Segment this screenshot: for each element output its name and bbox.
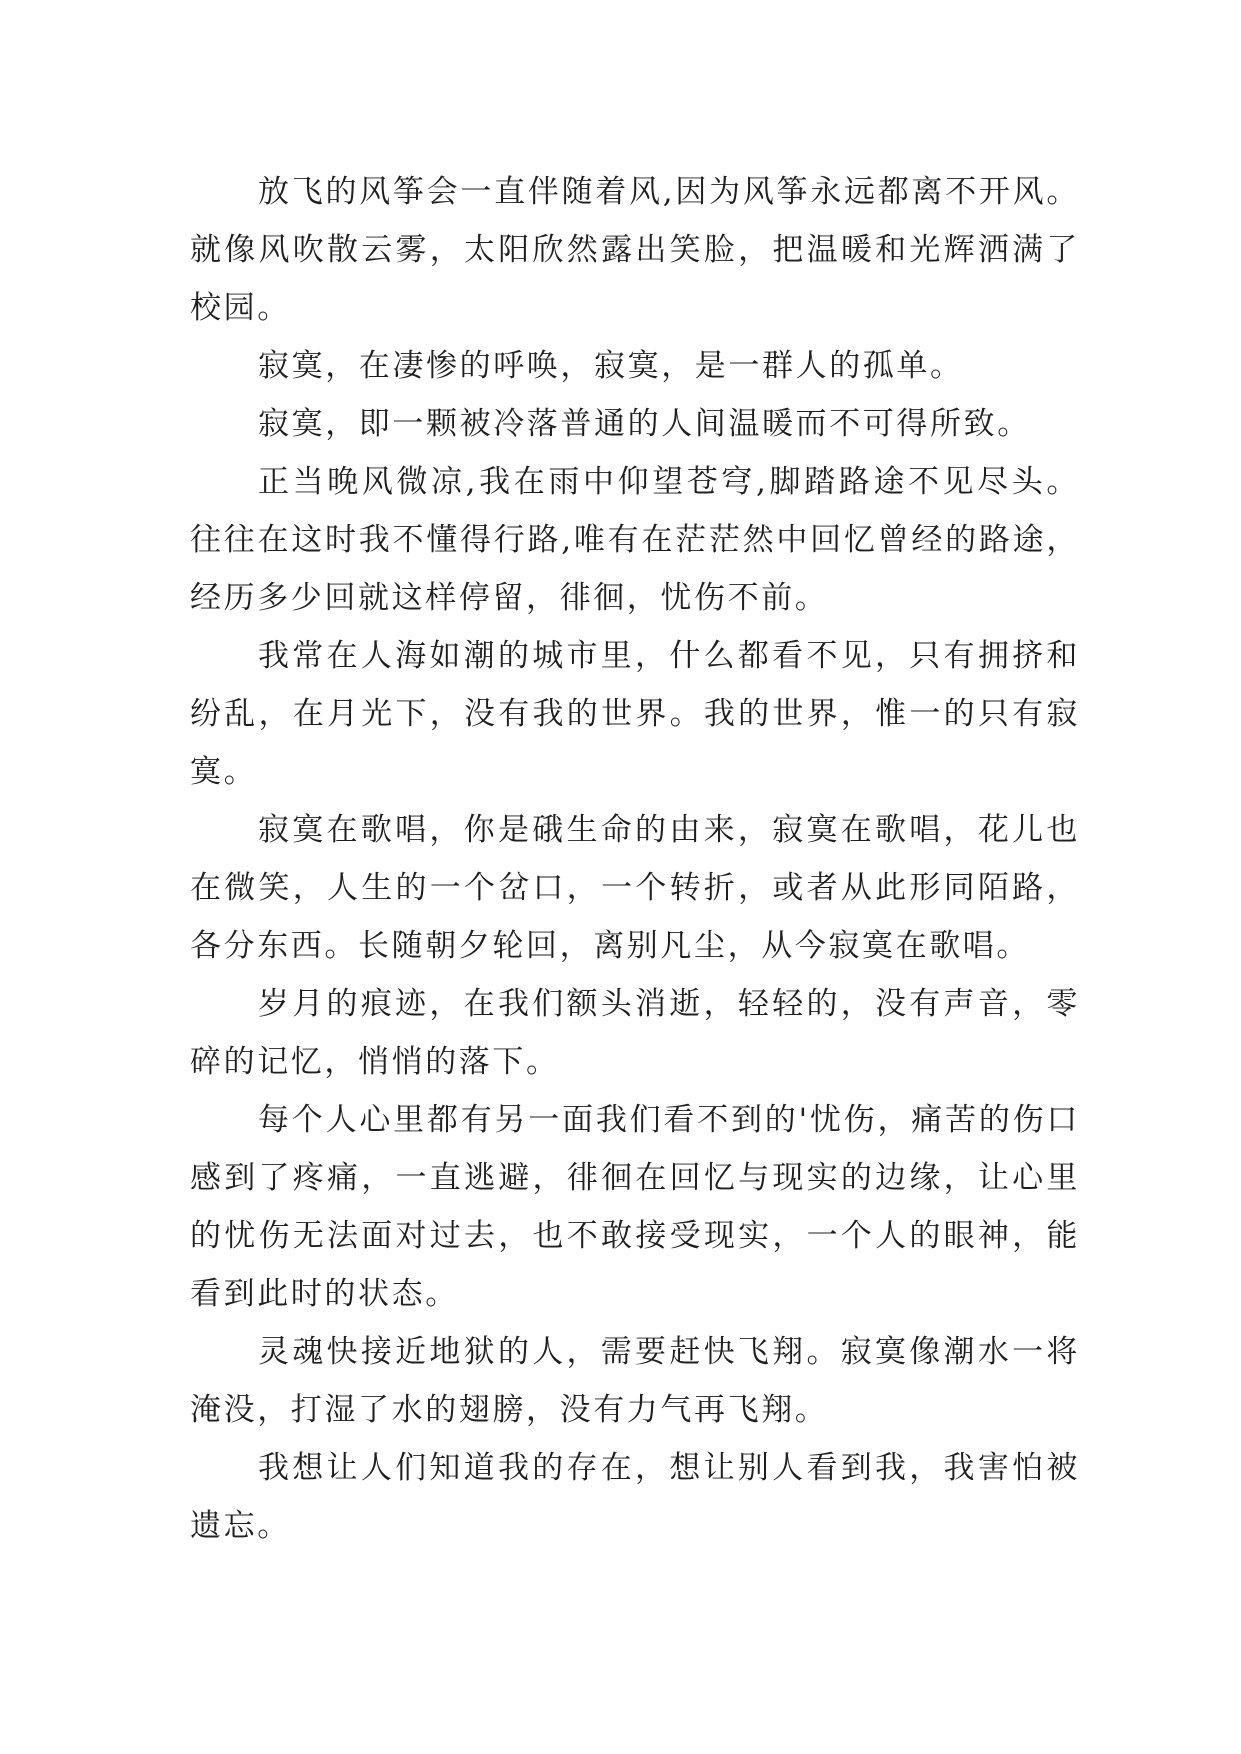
- paragraph: 岁月的痕迹，在我们额头消逝，轻轻的，没有声音，零碎的记忆，悄悄的落下。: [190, 986, 1080, 1080]
- paragraph: 我常在人海如潮的城市里，什么都看不见，只有拥挤和纷乱，在月光下，没有我的世界。我的世界，惟一的只有寂寞。: [190, 638, 1080, 790]
- paragraph: 寂寞，在凄惨的呼唤，寂寞，是一群人的孤单。: [258, 348, 964, 384]
- paragraph: 灵魂快接近地狱的人，需要赶快飞翔。寂寞像潮水一将淹没，打湿了水的翅膀，没有力气再飞翔。: [190, 1334, 1080, 1428]
- paragraph: 寂寞在歌唱，你是硪生命的由来，寂寞在歌唱，花儿也在微笑，人生的一个岔口，一个转折，或者从此形同陌路，各分东西。长随朝夕轮回，离别凡尘，从今寂寞在歌唱。: [190, 812, 1080, 964]
- paragraph: 每个人心里都有另一面我们看不到的'忧伤，痛苦的伤口感到了疼痛，一直逃避，徘徊在回忆与现实的边缘，让心里的忧伤无法面对过去，也不敢接受现实，一个人的眼神，能看到此时的状态。: [190, 1102, 1080, 1312]
- paragraph: 寂寞，即一颗被冷落普通的人间温暖而不可得所致。: [258, 406, 1031, 442]
- paragraph: 正当晚风微凉,我在雨中仰望苍穹,脚踏路途不见尽头。往往在这时我不懂得行路,唯有在茫茫然中回忆曾经的路途，经历多少回就这样停留，徘徊，忧伤不前。: [190, 464, 1080, 616]
- paragraph: 我想让人们知道我的存在，想让别人看到我，我害怕被遗忘。: [190, 1450, 1080, 1544]
- document-body: [190, 163, 1080, 1555]
- paragraph: 放飞的风筝会一直伴随着风,因为风筝永远都离不开风。就像风吹散云雾，太阳欣然露出笑脸，把温暖和光辉洒满了校园。: [190, 174, 1080, 326]
